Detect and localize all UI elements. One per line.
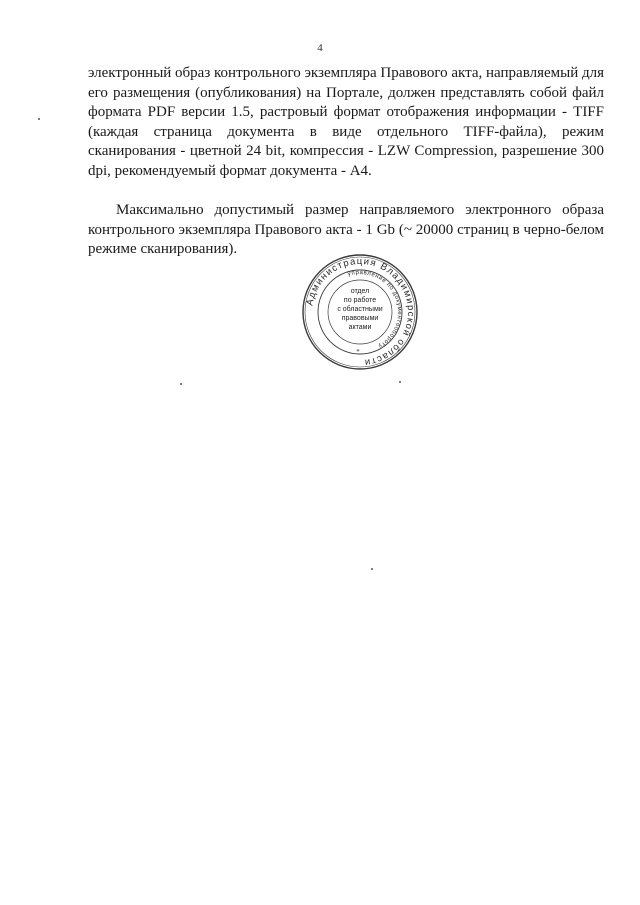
- stamp-inner-text: управление по документообороту: [347, 269, 403, 350]
- official-stamp: [300, 252, 420, 372]
- stamp-center-line-1: отдел: [350, 288, 370, 295]
- scan-speck: [399, 381, 401, 383]
- scan-speck: [38, 118, 40, 120]
- scan-speck: [371, 568, 373, 570]
- document-body: [88, 64, 604, 280]
- stamp-star-bottom: *: [356, 348, 360, 356]
- scan-speck: [180, 383, 182, 385]
- stamp-seal-graphic: [300, 252, 420, 372]
- stamp-center-line-3: с областными: [337, 306, 383, 313]
- stamp-center-line-5: актами: [348, 324, 372, 331]
- stamp-outer-text: Администрация Владимирской области: [304, 255, 417, 368]
- paragraph-2: Максимально допустимый размер направляемого электронного образа контрольного экземпляра Правового акта - 1 Gb (~ 20000 страниц в черно-белом режиме сканирования).: [88, 202, 604, 257]
- stamp-center-line-2: по работе: [343, 297, 377, 304]
- page-number: 4: [317, 42, 323, 54]
- stamp-center-line-4: правовыми: [341, 315, 379, 322]
- paragraph-1: электронный образ контрольного экземпляра Правового акта, направляемый для его размещения (опубликования) на Портале, должен представлять собой файл формата PDF версии 1.5, растровый формат отображения информации - TIFF (каждая страница документа в виде отдельного TIFF-файла), режим сканирования - цветной 24 bit, компрессия - LZW Compression, разрешение 300 dpi, рекомендуемый формат документа - А4.: [88, 65, 604, 179]
